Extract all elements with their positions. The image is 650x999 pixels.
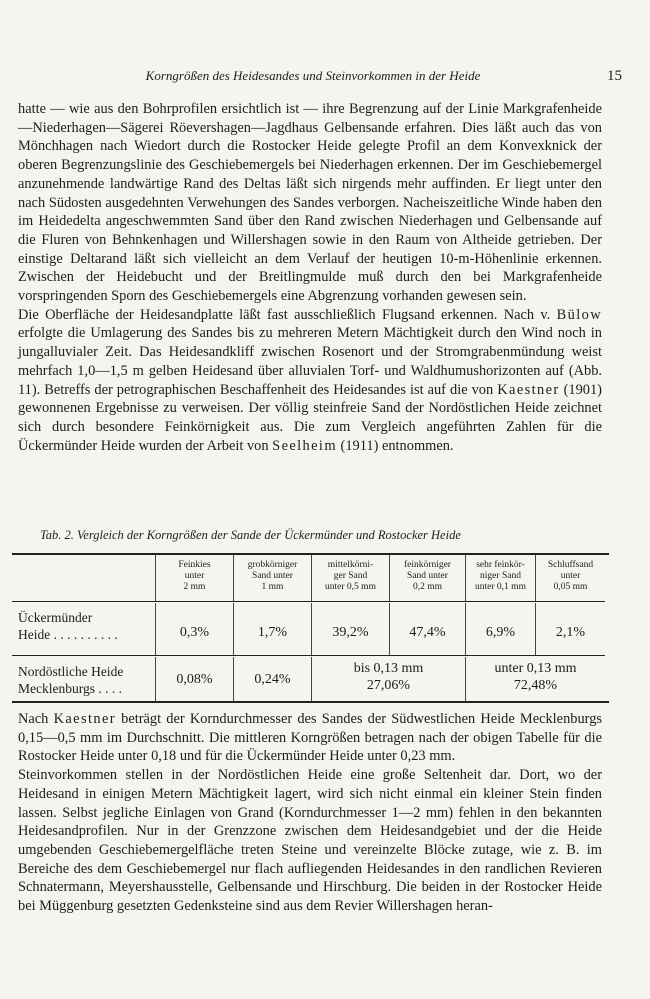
table-header-cell <box>389 555 465 601</box>
header-line: 0,2 mm <box>412 582 443 592</box>
table-row <box>12 657 605 701</box>
row-label-line: Nordöstliche Heide <box>18 664 124 679</box>
table-cell: 39,2% <box>311 603 389 655</box>
header-line: 0,05 mm <box>553 582 588 592</box>
row-label-line: Ückermünder <box>18 610 93 625</box>
table-cell: 6,9% <box>465 603 535 655</box>
paragraph-delta: hatte — wie aus den Bohrprofilen ersichtlich ist — ihre Begrenzung auf der Linie Markgrafenheide—Niederhagen—Sägerei Röevershagen—Jagdhaus Gelbensande erfahren. Dies läßt auch das von Mönchhagen nach Wiedort durch die Rostocker Heide gelegte Profil an dem Konvexknick der oberen Begrenzungslinie des Geschiebemergels bei Niederhagen erkennen. Der im Geschiebemergel anzunehmende landwärtige Rand des Deltas läßt sich nirgends mehr auffinden. Er liegt unter den nach Südosten ausgedehnten Verwehungen des Sandes verborgen. Nacheiszeitliche Winde haben den im Heidedelta angeschwemmten Sand über den Rand zwischen Niederhagen und Gelbensande auf die Fluren von Behnkenhagen und Willershagen sowie in den Raum von Altheide getrieben. Der einstige Deltarand läßt sich vielleicht an dem Verlauf der heutigen 10-m-Höhenlinie erkennen. Zwischen der Heidebucht und der Breitlingmulde muß durch den bei Markgrafenheide vorspringenden Sporn des Geschiebemergels eine Abgrenzung vorhanden gewesen sein. <box>18 101 602 305</box>
table-header-cell <box>311 555 389 601</box>
table-header-cell <box>465 555 535 601</box>
table-caption: Tab. 2. Vergleich der Korngrößen der Sande der Ückermünder und Rostocker Heide <box>40 528 461 542</box>
table-header-cell <box>12 555 155 601</box>
text-run: erfolgte die Umlagerung des Sandes bis zu mehreren Metern Mächtigkeit durch den Wind noch in jungalluvialer Zeit. Das Heidesandkliff zwischen Rosenort und der Stromgrabenmündung weist mehrfach 1,0—1,5 m gelben Heidesand über alluvialen Torf- und Waldhumushorizonten auf (Abb. 11). Betreffs der petrographischen Beschaffenheit des Heidesandes ist auf die von <box>18 325 602 398</box>
merged-line: 72,48% <box>513 678 558 693</box>
header-line: Schluffsand <box>547 560 594 570</box>
header-line: unter <box>184 571 205 581</box>
table-header-cell <box>155 555 233 601</box>
paragraph-flugsand <box>18 306 602 456</box>
header-line: 2 mm <box>183 582 206 592</box>
header-line: niger Sand <box>480 571 521 581</box>
row-label-line: Mecklenburgs . . . . <box>18 681 122 696</box>
table-cell: 47,4% <box>389 603 465 655</box>
table-header-cell <box>233 555 311 601</box>
running-header: Korngrößen des Heidesandes und Steinvorkommen in der Heide <box>145 68 481 83</box>
lower-text-block <box>18 710 602 916</box>
header-line: Feinkies <box>178 560 211 570</box>
table-cell: 0,08% <box>155 657 233 701</box>
header-line: ger Sand <box>333 571 368 581</box>
table-cell: 1,7% <box>233 603 311 655</box>
header-line: mittelkörni- <box>327 560 374 570</box>
header-line: 1 mm <box>261 582 284 592</box>
paragraph-korndurchmesser <box>18 710 602 766</box>
header-line: sehr feinkör- <box>476 560 525 570</box>
text-run: Die Oberfläche der Heidesandplatte läßt fast ausschließlich Flugsand erkennen. Nach v. <box>18 306 551 323</box>
text-run: (1911) entnommen. <box>340 437 454 454</box>
grain-size-table <box>12 553 609 703</box>
table-header-cell <box>535 555 605 601</box>
author-name: Kaestner <box>497 381 560 398</box>
header-line: grobkörniger <box>247 560 298 570</box>
table-row <box>12 603 605 656</box>
header-line: unter 0,1 mm <box>475 582 526 592</box>
table-header-row <box>12 555 605 602</box>
page-number: 15 <box>607 68 622 84</box>
table-cell: 0,24% <box>233 657 311 701</box>
row-label <box>12 603 155 655</box>
author-name: Kaestner <box>53 711 116 727</box>
header-line: Sand unter <box>252 571 293 581</box>
text-run: beträgt der Korndurchmesser des Sandes der Südwestlichen Heide Mecklenburgs 0,15—0,5 mm im Durchschnitt. Die mittleren Korngrößen betragen nach der obigen Tabelle für die Rostocker Heide unter 0,18 und für die Ückermünder Heide unter 0,23 mm. <box>18 711 602 765</box>
paragraph-steinvorkommen: Steinvorkommen stellen in der Nordöstlichen Heide eine große Seltenheit dar. Dort, wo der Heidesand in einigen Metern Mächtigkeit lagert, wird sich nicht einmal ein kleiner Stein finden lassen. Selbst jegliche Einlagen von Grand (Korndurchmesser 1—2 mm) fehlen in den bekannten Heidesandprofilen. Nur in der Grenzzone zwischen dem Heidesandgebiet und der die Heide umgebenden Geschiebemergelfläche treten Steine und vereinzelte Blöcke zutage, wie z. B. im Bereiche des dem Geschiebemergel nur flach aufliegenden Heidesandes in den randlichen Revieren Schnatermann, Meyershausstelle, Gelbensande und Hirschburg. Die beiden in der Rostocker Heide bei Müggenburg gesetzten Gedenksteine sind aus dem Revier Willershagen heran- <box>18 767 602 915</box>
table-cell: 0,3% <box>155 603 233 655</box>
merged-line: 27,06% <box>366 678 411 693</box>
table-cell: 2,1% <box>535 603 605 655</box>
merged-line: bis 0,13 mm <box>353 661 424 676</box>
merged-line: unter 0,13 mm <box>494 661 577 676</box>
header-line: unter <box>560 571 581 581</box>
table-merged-cell <box>465 657 605 701</box>
row-label-line: Heide . . . . . . . . . . <box>18 627 118 642</box>
upper-text-block <box>18 100 602 455</box>
header-line: feinkörniger <box>404 560 451 570</box>
header-line: Sand unter <box>407 571 448 581</box>
author-name: Seelheim <box>272 437 337 454</box>
text-run: (1901) gewonnenen Ergebnisse zu verweisen. Der völlig steinfreie Sand der Nordöstlichen Heide zeichnet sich durch besondere Feinkörnigkeit aus. Die zum Vergleich angeführten Zahlen für die Ückermünder Heide wurden der Arbeit von <box>18 381 602 454</box>
text-run: Nach <box>18 711 49 727</box>
author-name: Bülow <box>556 306 603 323</box>
row-label <box>12 657 155 701</box>
header-line: unter 0,5 mm <box>325 582 376 592</box>
table-merged-cell <box>311 657 465 701</box>
